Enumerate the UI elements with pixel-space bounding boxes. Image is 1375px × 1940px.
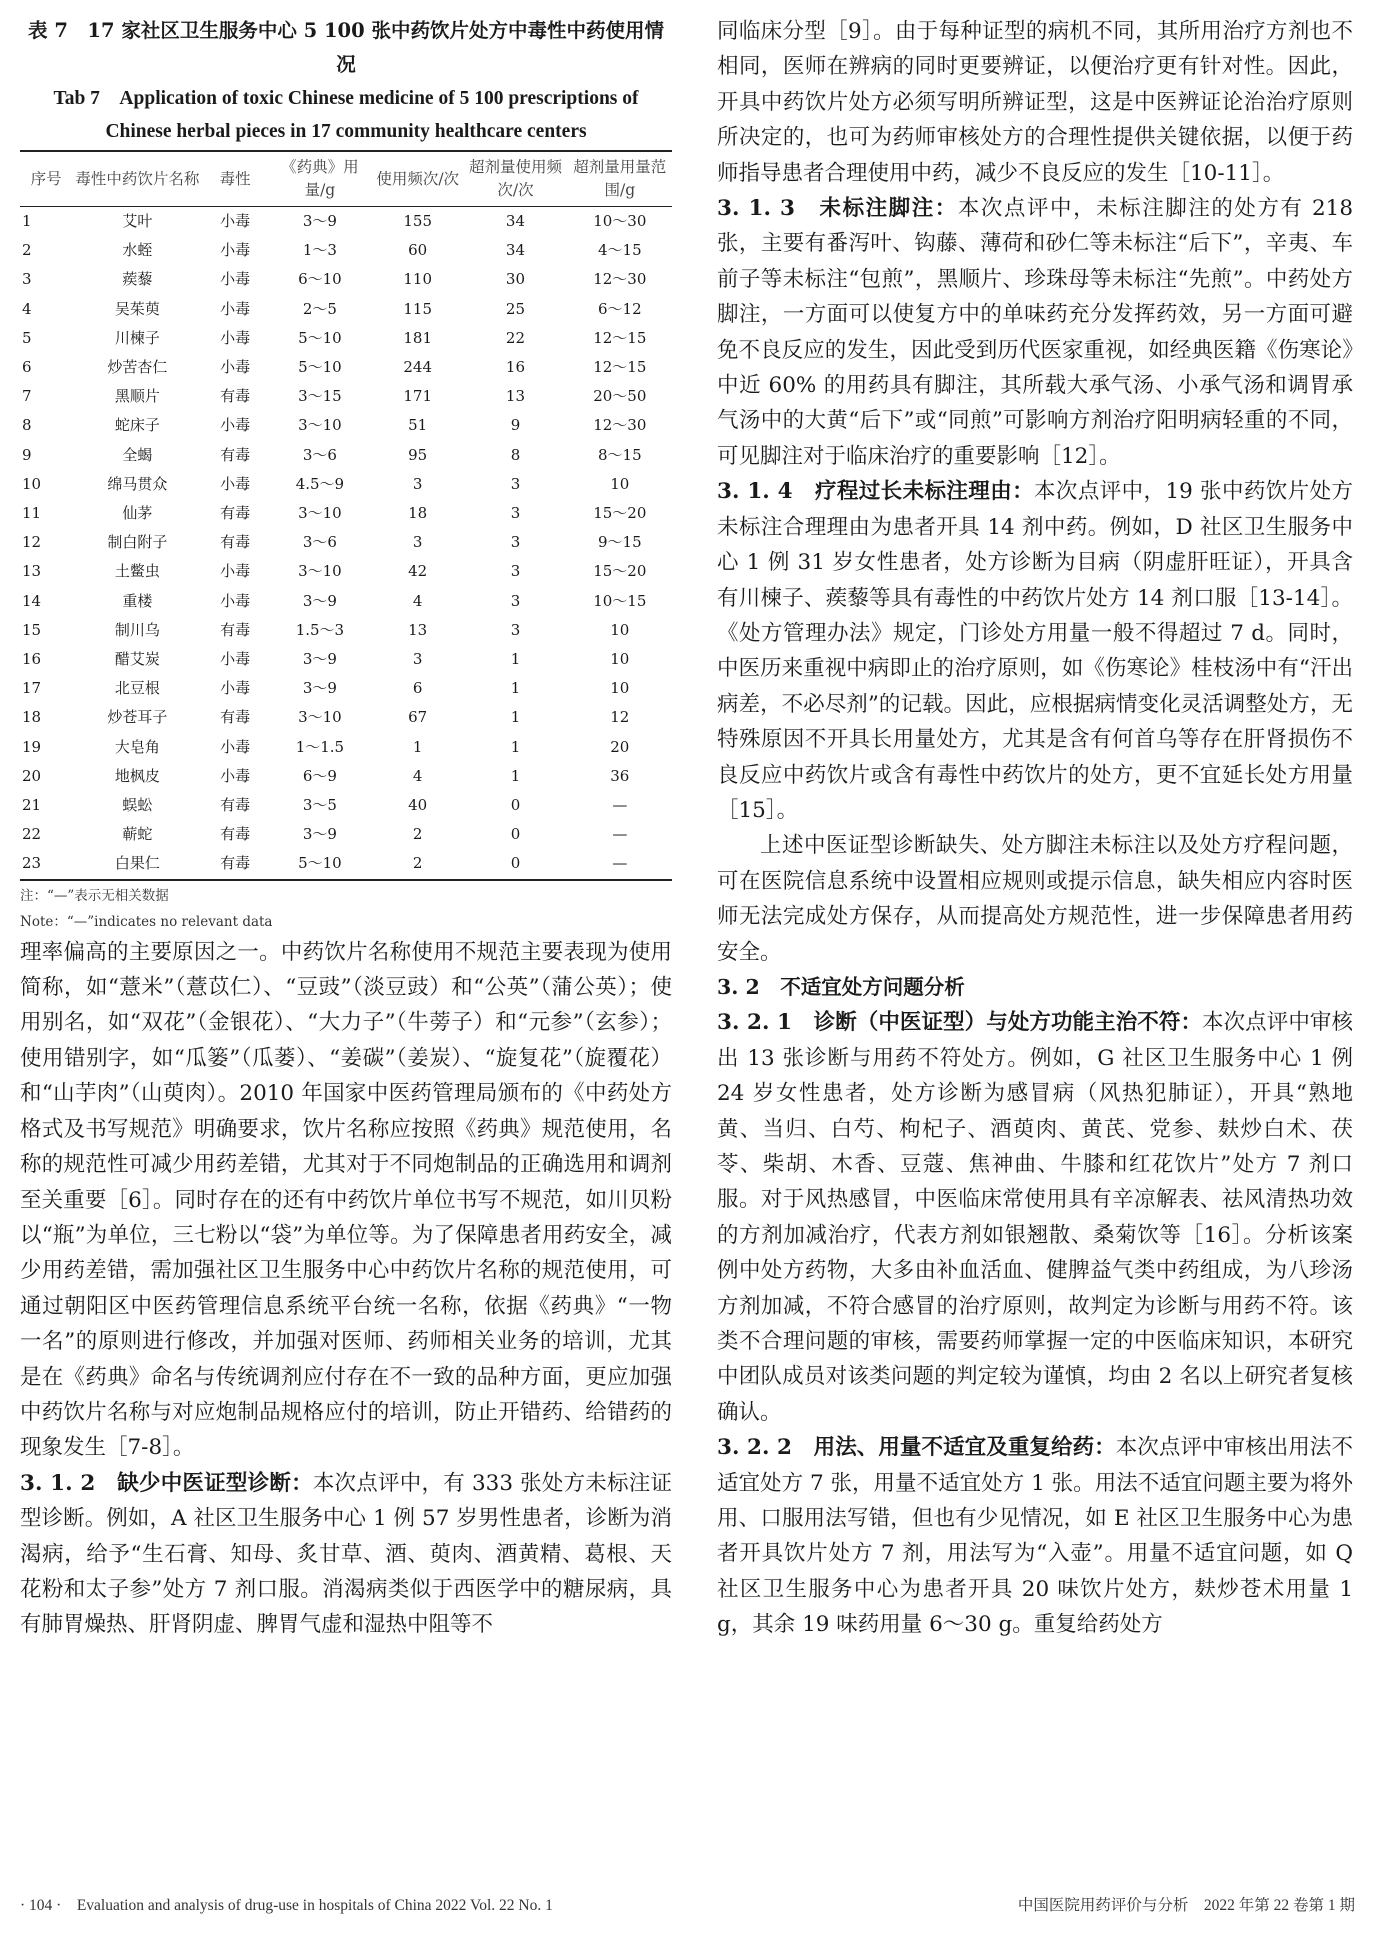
table-cell: 10	[610, 620, 630, 639]
table-cell: 小毒	[220, 679, 251, 698]
table-cell: 水蛭	[122, 241, 153, 260]
table-cell: 60	[408, 241, 428, 260]
table-row	[20, 587, 672, 616]
table-cell: 绵马贯众	[107, 474, 168, 493]
table-cell: 5～10	[298, 358, 342, 377]
header-cell: 毒性	[203, 151, 268, 207]
table-cell: 34	[505, 241, 526, 260]
table-row	[20, 411, 672, 440]
table-cell: 14	[22, 591, 42, 610]
table-header-row	[20, 151, 672, 207]
table-cell: 全蝎	[122, 445, 153, 464]
table-cell: 3～15	[298, 387, 342, 406]
table-cell: 5～10	[268, 849, 372, 879]
table-cell: 13	[22, 562, 42, 581]
table-cell: 有毒	[220, 825, 251, 844]
table-cell: 95	[408, 445, 428, 464]
table-cell: —	[612, 796, 628, 815]
table-cell: 3	[510, 474, 521, 493]
header-cell: 使用频次/次	[372, 151, 463, 207]
table-caption-cn: 表 7 17 家社区卫生服务中心 5 100 张中药饮片处方中毒性中药使用情况	[28, 19, 664, 76]
paragraph-summary: 上述中医证型诊断缺失、处方脚注未标注以及处方疗程问题，可在医院信息系统中设置相应规则或提示信息，缺失相应内容时医师无法完成处方保存，从而提高处方规范性，进一步保障患者用药安全。	[717, 833, 1353, 965]
table-cell: 3～9	[302, 825, 337, 844]
table-cell: 10	[610, 679, 630, 698]
table-cell: 大皂角	[114, 737, 160, 756]
table-body	[20, 207, 672, 880]
table-cell: 5	[22, 328, 32, 347]
table-cell: 1	[510, 679, 521, 698]
table-note-en: Note：“—”indicates no relevant data	[20, 913, 273, 930]
table-cell: 9～15	[597, 533, 642, 552]
table-cell: 22	[22, 825, 42, 844]
header-cell: 毒性中药饮片名称	[72, 151, 202, 207]
table-cell: 25	[505, 299, 526, 318]
table-cell: 20～50	[593, 387, 647, 406]
table-row	[20, 528, 672, 557]
table-cell: 13	[408, 620, 428, 639]
table-cell: 小毒	[220, 358, 251, 377]
table-cell: 171	[403, 387, 432, 406]
paragraph-syndrome: 同临床分型［9］。由于每种证型的病机不同，其所用治疗方剂也不相同，医师在辨病的同时更要辨证，以便治疗更有针对性。因此，开具中药饮片处方必须写明所辨证型，这是中医辨证论治治疗原则所决定的，也可为药师审核处方的合理性提供关键依据，以便于药师指导患者合理使用中药，减少不良反应的发生［10-11］。	[717, 19, 1353, 186]
table-cell: 蜈蚣	[122, 796, 153, 815]
table-cell: 8～15	[597, 445, 642, 464]
table-row	[20, 616, 672, 645]
table-cell: 4～15	[597, 241, 642, 260]
table-cell: 小毒	[220, 241, 251, 260]
section-heading: 3. 1. 4 疗程过长未标注理由：	[717, 479, 1035, 505]
table-cell: 19	[22, 737, 42, 756]
table-cell: 4	[412, 766, 423, 785]
table-cell: 小毒	[220, 299, 251, 318]
table-cell: 20	[610, 737, 630, 756]
header-cell: 序号	[20, 151, 72, 207]
footer-journal-cn: 中国医院用药评价与分析 2022 年第 22 卷第 1 期	[1017, 1897, 1355, 1914]
toxic-medicine-table	[20, 150, 672, 881]
table-cell: 4.5～9	[295, 474, 345, 493]
table-cell: 炒苦杏仁	[107, 358, 168, 377]
table-cell: 小毒	[220, 270, 251, 289]
table-row	[20, 265, 672, 294]
table-cell: 1～1.5	[295, 737, 345, 756]
table-cell: 15～20	[593, 504, 647, 523]
table-cell: 1	[510, 708, 521, 727]
table-cell: 2	[412, 825, 423, 844]
table-row	[20, 733, 672, 762]
table-row	[20, 207, 672, 237]
table-cell: 3～9	[302, 591, 337, 610]
table-cell: 16	[22, 650, 42, 669]
section-3-2-1	[717, 1005, 1353, 1430]
right-column	[717, 14, 1353, 1643]
table-cell: 16	[505, 358, 526, 377]
table-cell: 11	[22, 504, 42, 523]
table-cell: 小毒	[220, 737, 251, 756]
section-heading: 3. 1. 3 未标注脚注：	[717, 196, 958, 222]
table-cell: 1	[510, 650, 521, 669]
table-cell: 3	[412, 650, 423, 669]
table-cell: 10～15	[593, 591, 647, 610]
table-row	[20, 645, 672, 674]
table-cell: 9	[22, 445, 32, 464]
table-notes	[20, 883, 672, 935]
header-cell: 《药典》用量/g	[268, 151, 372, 207]
table-cell: 7	[22, 387, 32, 406]
table-cell: 川楝子	[114, 328, 160, 347]
table-cell: 10～30	[593, 212, 647, 230]
header-cell: 超剂量使用频次/次	[463, 151, 567, 207]
footer-journal-en: · 104 · Evaluation and analysis of drug-use in hospitals of China 2022 Vol. 22 No. 1	[20, 1897, 553, 1914]
table-cell: 制白附子	[107, 533, 168, 552]
section-heading: 3. 1. 2 缺少中医证型诊断：	[20, 1470, 313, 1496]
table-cell: 3～9	[302, 650, 337, 669]
table-cell: 艾叶	[122, 212, 153, 230]
table-cell: 制川乌	[114, 620, 160, 639]
table-cell: 17	[22, 679, 42, 698]
table-cell: 20	[22, 766, 42, 785]
table-cell: 1.5～3	[295, 620, 345, 639]
table-row	[20, 382, 672, 411]
table-cell: 1	[22, 212, 32, 230]
table-cell: 3～9	[302, 679, 337, 698]
table-cell: 51	[408, 416, 428, 435]
table-row	[20, 820, 672, 849]
table-cell: 小毒	[220, 650, 251, 669]
table-cell: 有毒	[203, 849, 268, 879]
table-caption-en: Tab 7 Application of toxic Chinese medicine of 5 100 prescriptions of Chinese herbal pieces in 17 community healthcare centers	[53, 88, 639, 142]
left-column	[20, 14, 672, 1643]
section-body: 本次点评中审核出用法不适宜处方 7 张，用量不适宜处方 1 张。用法不适宜问题主要为将外用、口服用法写错，但也有少见情况，如 E 社区卫生服务中心为患者开具饮片处方 7 剂，用法写为“入壶”。用量不适宜问题，如 Q 社区卫生服务中心为患者开具 20 味饮片处方，麸炒苍术用量 1 g，其余 19 味药用量 6～30 g。重复给药处方	[717, 1435, 1353, 1638]
section-3-1-3	[717, 191, 1353, 474]
table-cell: 1～3	[302, 241, 337, 260]
table-cell: 3	[412, 474, 423, 493]
table-cell: 3～10	[298, 562, 342, 581]
table-cell: 重楼	[122, 591, 153, 610]
table-cell: 30	[505, 270, 526, 289]
table-cell: 15	[22, 620, 42, 639]
table-cell: 155	[403, 212, 432, 230]
table-row	[20, 470, 672, 499]
table-cell: 小毒	[220, 562, 251, 581]
table-cell: 6	[22, 358, 32, 377]
table-cell: 黑顺片	[114, 387, 160, 406]
table-cell: 15～20	[593, 562, 647, 581]
section-body: 本次点评中，19 张中药饮片处方未标注合理理由为患者开具 14 剂中药。例如，D 社区卫生服务中心 1 例 31 岁女性患者，处方诊断为目病（阴虚肝旺证），开具含有川楝子、蒺藜等具有毒性的中药饮片处方 14 剂口服［13-14］。《处方管理办法》规定，门诊处方用量一般不得超过 7 d。同时，中医历来重视中病即止的治疗原则，如《伤寒论》桂枝汤中有“汗出病差，不必尽剂”的记载。因此，应根据病情变化灵活调整处方，无特殊原因不开具长用量处方，尤其是含有何首乌等存在肝肾损伤不良反应中药饮片或含有毒性中药饮片的处方，更不宜延长处方用量［15］。	[717, 479, 1353, 823]
table-cell: 0	[510, 796, 521, 815]
table-cell: 181	[403, 328, 432, 347]
table-cell: 8	[510, 445, 521, 464]
table-cell: 3～6	[302, 445, 337, 464]
table-cell: 土鳖虫	[114, 562, 160, 581]
table-cell: 6～10	[298, 270, 342, 289]
table-cell: 有毒	[220, 620, 251, 639]
table-cell: 40	[408, 796, 428, 815]
table-cell: 1	[510, 737, 521, 756]
table-cell: 小毒	[220, 328, 251, 347]
table-cell: 有毒	[220, 387, 251, 406]
table-cell: 6	[412, 679, 423, 698]
table-cell: 3～6	[302, 533, 337, 552]
table-cell: 0	[510, 825, 521, 844]
table-cell: 67	[408, 708, 428, 727]
table-cell: 12～15	[593, 358, 647, 377]
section-3-2-2	[717, 1430, 1353, 1642]
table-cell: 1	[412, 737, 423, 756]
table-cell: 12～30	[593, 416, 647, 435]
table-cell: 6～9	[302, 766, 337, 785]
table-row	[20, 703, 672, 732]
table-row	[20, 762, 672, 791]
table-cell: 3～5	[302, 796, 337, 815]
table-cell: 3～10	[298, 708, 342, 727]
table-cell: 42	[408, 562, 428, 581]
table-cell: 3	[510, 562, 521, 581]
table-cell: 蛇床子	[114, 416, 160, 435]
table-cell: 6～12	[597, 299, 642, 318]
table-cell: 13	[505, 387, 526, 406]
table-cell: 12～30	[593, 270, 647, 289]
table-cell: 12	[610, 708, 630, 727]
table-cell: 3～9	[302, 212, 337, 230]
table-cell: 蒺藜	[122, 270, 153, 289]
table-cell: 北豆根	[114, 679, 160, 698]
table-row	[20, 499, 672, 528]
table-note-cn: 注：“—”表示无相关数据	[20, 887, 169, 904]
section-body: 本次点评中审核出 13 张诊断与用药不符处方。例如，G 社区卫生服务中心 1 例 24 岁女性患者，处方诊断为感冒病（风热犯肺证），开具“熟地黄、当归、白芍、枸杞子、酒萸肉、黄芪、党参、麸炒白术、茯苓、柴胡、木香、豆蔻、焦神曲、牛膝和红花饮片”处方 7 剂口服。对于风热感冒，中医临床常使用具有辛凉解表、祛风清热功效的方剂加减治疗，代表方剂如银翘散、桑菊饮等［16］。分析该案例中处方药物，大多由补血活血、健脾益气类中药组成，为八珍汤方剂加减，不符合感冒的治疗原则，故判定为诊断与用药不符。该类不合理问题的审核，需要药师掌握一定的中医临床知识，本研究中团队成员对该类问题的判定较为谨慎，均由 2 名以上研究者复核确认。	[717, 1010, 1353, 1425]
table-cell: 醋艾炭	[114, 650, 160, 669]
table-cell: 有毒	[220, 445, 251, 464]
table-cell: 5～10	[298, 328, 342, 347]
table-cell: 白果仁	[72, 849, 202, 879]
table-cell: —	[612, 825, 628, 844]
table-cell: 2	[22, 241, 32, 260]
table-cell: 12	[22, 533, 42, 552]
section-3-1-2	[20, 1466, 672, 1643]
table-cell: 115	[403, 299, 432, 318]
table-row	[20, 849, 672, 879]
table-row	[20, 353, 672, 382]
table-cell: 小毒	[220, 474, 251, 493]
table-cell: 18	[408, 504, 428, 523]
table-cell: 3	[510, 504, 521, 523]
table-row	[20, 236, 672, 265]
table-cell: 8	[22, 416, 32, 435]
table-row	[20, 441, 672, 470]
table-cell: 小毒	[220, 591, 251, 610]
table-cell: 21	[22, 796, 42, 815]
table-cell: 3	[510, 533, 521, 552]
table-cell: 2	[372, 849, 463, 879]
table-cell: 10	[22, 474, 42, 493]
table-cell: 12～15	[593, 328, 647, 347]
table-cell: 地枫皮	[114, 766, 160, 785]
section-heading: 3. 2. 1 诊断（中医证型）与处方功能主治不符：	[717, 1010, 1203, 1036]
table-row	[20, 295, 672, 324]
section-3-2-heading: 3. 2 不适宜处方问题分析	[717, 974, 965, 999]
table-cell: 3～10	[298, 504, 342, 523]
table-cell: 3	[510, 591, 521, 610]
table-cell: 18	[22, 708, 42, 727]
paragraph-herb-names: 理率偏高的主要原因之一。中药饮片名称使用不规范主要表现为使用简称，如“薏米”（薏苡仁）、“豆豉”（淡豆豉）和“公英”（蒲公英）；使用别名，如“双花”（金银花）、“大力子”（牛蒡子）和“元参”（玄参）；使用错别字，如“瓜篓”（瓜蒌）、“姜碳”（姜炭）、“旋复花”（旋覆花）和“山芋肉”（山萸肉）。2010 年国家中医药管理局颁布的《中药处方格式及书写规范》明确要求，饮片名称应按照《药典》规范使用，名称的规范性可减少用药差错，尤其对于不同炮制品的正确选用和调剂至关重要［6］。同时存在的还有中药饮片单位书写不规范，如川贝粉以“瓶”为单位，三七粉以“袋”为单位等。为了保障患者用药安全，减少用药差错，需加强社区卫生服务中心中药饮片名称的规范使用，可通过朝阳区中医药管理信息系统平台统一名称，依据《药典》“一物一名”的原则进行修改，并加强对医师、药师相关业务的培训，尤其是在《药典》命名与传统调剂应付存在不一致的品种方面，更应加强中药饮片名称与对应炮制品规格应付的培训，防止开错药、给错药的现象发生［7-8］。	[20, 939, 672, 1461]
table-cell: 9	[510, 416, 521, 435]
table-cell: 吴茱萸	[114, 299, 160, 318]
table-cell: 2～5	[302, 299, 337, 318]
table-cell: 仙茅	[122, 504, 153, 523]
table-cell: 36	[610, 766, 630, 785]
table-cell: 34	[505, 212, 526, 230]
table-cell: 10	[610, 650, 630, 669]
table-cell: 4	[22, 299, 32, 318]
table-cell: 244	[403, 358, 432, 377]
table-cell: 有毒	[220, 708, 251, 727]
table-cell: 110	[403, 270, 432, 289]
table-cell: —	[568, 849, 672, 879]
table-cell: 4	[412, 591, 423, 610]
table-cell: 有毒	[220, 533, 251, 552]
section-heading: 3. 2. 2 用法、用量不适宜及重复给药：	[717, 1435, 1116, 1461]
table-cell: 3～10	[298, 416, 342, 435]
table-cell: 有毒	[220, 796, 251, 815]
table-row	[20, 791, 672, 820]
table-cell: 3	[412, 533, 423, 552]
table-cell: 1	[510, 766, 521, 785]
table-cell: 炒苍耳子	[107, 708, 168, 727]
table-cell: 22	[505, 328, 526, 347]
table-cell: 蕲蛇	[122, 825, 153, 844]
table-cell: 0	[463, 849, 567, 879]
section-body: 本次点评中，未标注脚注的处方有 218 张，主要有番泻叶、钩藤、薄荷和砂仁等未标注“后下”，辛夷、车前子等未标注“包煎”，黑顺片、珍珠母等未标注“先煎”。中药处方脚注，一方面可以使复方中的单味药充分发挥药效，另一方面可避免不良反应的发生，因此受到历代医家重视，如经典医籍《伤寒论》中近 60% 的用药具有脚注，其所载大承气汤、小承气汤和调胃承气汤中的大黄“后下”或“同煎”可影响方剂治疗阳明病轻重的不同，可见脚注对于临床治疗的重要影响［12］。	[717, 196, 1353, 469]
table-row	[20, 557, 672, 586]
table-cell: 3	[22, 270, 32, 289]
header-cell: 超剂量用量范围/g	[568, 151, 672, 207]
table-cell: 小毒	[220, 766, 251, 785]
table-row	[20, 674, 672, 703]
table-row	[20, 324, 672, 353]
table-cell: 小毒	[220, 212, 251, 230]
table-cell: 10	[610, 474, 630, 493]
table-cell: 23	[20, 849, 72, 879]
table-cell: 有毒	[220, 504, 251, 523]
table-cell: 小毒	[220, 416, 251, 435]
table-cell: 3	[510, 620, 521, 639]
section-body: 本次点评中，有 333 张处方未标注证型诊断。例如，A 社区卫生服务中心 1 例 57 岁男性患者，诊断为消渴病，给予“生石膏、知母、炙甘草、酒、萸肉、酒黄精、葛根、天花粉和太子参”处方 7 剂口服。消渴病类似于西医学中的糖尿病，具有肺胃燥热、肝肾阴虚、脾胃气虚和湿热中阻等不	[20, 1470, 672, 1638]
section-3-1-4	[717, 474, 1353, 828]
